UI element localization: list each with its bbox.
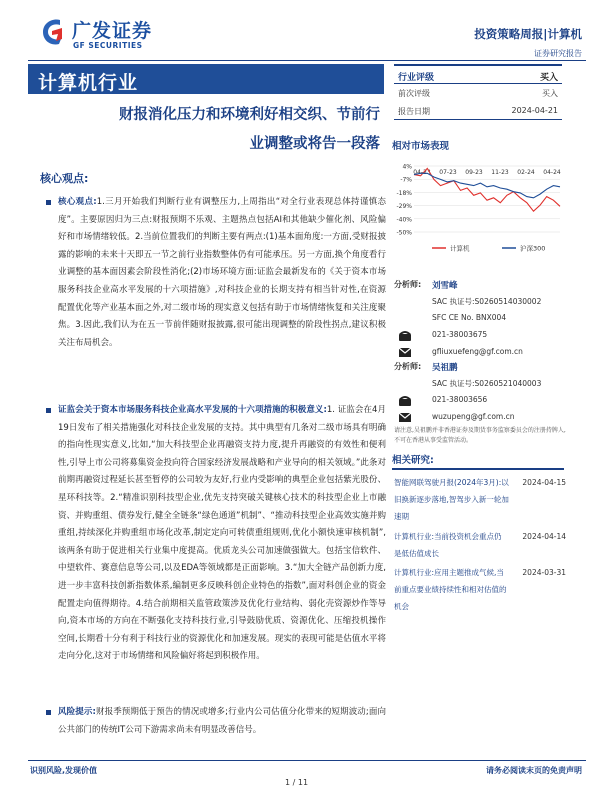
analyst-sac: SAC 执证号:S0260514030002 [432, 297, 542, 306]
brand-name-en: GF SECURITIES [73, 41, 143, 50]
chart-x-tick-label: 04-24 [543, 169, 561, 176]
phone-icon [398, 328, 412, 342]
bullet-body [58, 194, 386, 352]
rating-table [394, 64, 562, 120]
chart-x-tick-label: 11-23 [491, 169, 509, 176]
chart-y-tick-label: -40% [396, 216, 412, 224]
analyst-name: 刘雪峰 [432, 281, 458, 291]
analyst-name-row [394, 358, 566, 375]
related-research-text[interactable]: 计算机行业:当前投资机会重点仍是低估值成长 [394, 532, 502, 558]
rating-row [394, 102, 562, 120]
related-research-date: 2024-04-15 [522, 478, 566, 487]
gf-securities-logo [38, 14, 168, 54]
bullet-square-icon [46, 200, 51, 205]
related-research-text[interactable]: 计算机行业:应用主题推成气候,当前重点要业绩持续性和相对估值的机会 [394, 568, 507, 611]
bullet-body [58, 402, 386, 666]
bullet-lead: 证监会关于资本市场服务科技企业高水平发展的十六项措施的积极意义: [58, 405, 327, 415]
related-research-title: 相关研究: [392, 452, 564, 470]
footer-divider [28, 760, 586, 761]
chart-legend-label: 计算机 [450, 244, 470, 253]
industry-title: 计算机行业 [38, 72, 139, 94]
chart-y-tick-label: -50% [396, 229, 412, 237]
related-research-text[interactable]: 智能网联驾驶月报(2024年3月):以旧换新逐步落地,智驾步入新一轮加速期 [394, 478, 509, 521]
rating-key: 前次评级 [398, 89, 430, 98]
phone-icon [398, 393, 412, 407]
chart-y-tick-label: -18% [396, 189, 412, 197]
related-research-date: 2024-04-14 [522, 532, 566, 541]
email-icon [398, 345, 412, 359]
chart-x-tick-label: 04-23 [413, 169, 431, 176]
analyst-block-1 [394, 276, 566, 361]
core-bullet-3 [46, 704, 386, 739]
analyst-role-label: 分析师: [394, 362, 422, 371]
footer-disclaimer-note: 请务必阅读末页的免责声明 [486, 766, 582, 775]
rating-key: 行业评级 [398, 73, 435, 83]
bullet-text: 1.三月开始我们判断行业有调整压力,上周指出“对全行业表现总体持谨慎态度”。主要原因归为三点:财报预期不乐观、主题热点包括AI和其他缺少催化剂、风险偏好和市场情绪较低。2.当前位置我们的判断主要有两点:(1)基本面角度:一方面,受财报披露的影响的未来十天即五一节之前行业指数整体仍有可能承压。另一方面,换个角度看行业调整的基本面因素会阶段性消化;(2)市场环境方面:证监会最新发布的《关于资本市场服务科技企业高水平发展的十六项措施》,对科技企业的长期支持有相当针对性,在资源配置优化等产业基本面之外,对二级市场的现实意义包括有助于市场情绪恢复和关注度聚焦。3.因此,我们认为在五一节前伴随财报披露,很可能出现调整的阶段性拐点,建议积极关注布局机会。 [58, 197, 386, 348]
headline-line-1: 财报消化压力和环境利好相交织、节前行 [119, 106, 380, 123]
brand-name-cn: 广发证券 [72, 20, 153, 42]
chart-y-tick-label: 4% [402, 163, 412, 171]
analyst-sac-row [394, 293, 566, 310]
rating-key: 报告日期 [398, 107, 430, 116]
headline-line-2: 业调整或将告一段落 [249, 135, 380, 152]
chart-x-tick-label: 09-23 [465, 169, 483, 176]
chart-series-line [414, 173, 560, 198]
analyst-sac: SAC 执证号:S0260521040003 [432, 379, 542, 388]
chart-y-tick-label: -7% [400, 176, 412, 184]
analyst-name: 吴祖鹏 [432, 363, 458, 373]
rating-value: 买入 [539, 73, 558, 83]
bullet-text: 1. 证监会在4月19日发布了相关措施强化对科技企业发展的支持。其中典型有几条对二级市场具有明确的指向性现实意义,比如,“加大科技型企业再融资支持力度,提升再融资的有效性和便利性,引导上市公司将募集资金投向符合国家经济发展战略和产业导向的相关领域。”此条对前期再融资过程延长甚至暂停的公司较为友好,行业内受影响的典型企业包括紫光股份、星环科技等。2.“精准识别科技型企业,优先支持突破关键核心技术的科技型企业上市融资、并购重组、债券发行,健全全链条“绿色通道”机制”、“推动科技型企业高效实施并购重组,持续深化并购重组市场化改革,制定定向可转债重组规则,优化小额快速审核机制”,该两条有助于促进相关行业集中度提高。优质龙头公司加速做强做大。包括宝信软件、中望软件、赛意信息等公司,以及EDA等领域都是正面影响。3.“加大全链产品创新力度,进一步丰富科技创新指数体系,编制更多反映科创企业特色的指数”,面对科创企业的资金配置走向值得期待。4.结合前期相关监管政策涉及优化行业结构、弱化壳资源炒作等导向,资本市场的方向在不断强化支持科技行业,引导鼓励优质、资源优化、压缩投机操作空间,长期看十分有利于科技行业的资源优化和加速发展。现实的表现可能是估值水平将走向分化,这对于市场情绪和风险偏好将起到积极作用。 [58, 405, 386, 662]
analyst-sfc: SFC CE No. BNX004 [432, 313, 507, 322]
gf-logo-mark-icon [38, 16, 68, 48]
analyst-sac-row [394, 375, 566, 392]
core-views-title: 核心观点: [40, 172, 89, 185]
analyst-disclaimer: 请注意,吴祖鹏并非香港证券及期货事务监察委员会的注册持牌人,不可在香港从事受监管活动。 [394, 427, 566, 444]
bullet-text: 财报季预期低于预告的情况或增多;行业内公司估值分化带来的短期波动;面向公共部门的传统IT公司下游需求尚未有明显改善信号。 [58, 707, 387, 735]
analyst-email-row [394, 409, 566, 426]
rating-row [394, 64, 562, 84]
analyst-name-row [394, 276, 566, 293]
bullet-square-icon [46, 710, 51, 715]
analyst-sfc-row [394, 310, 566, 327]
rating-row [394, 84, 562, 102]
report-type-title: 投资策略周报|计算机 [474, 27, 582, 41]
bullet-square-icon [46, 408, 51, 413]
analyst-role-label: 分析师: [394, 280, 422, 289]
chart-y-tick-label: -29% [396, 203, 412, 211]
core-bullet-1 [46, 194, 386, 352]
analyst-phone-row [394, 327, 566, 344]
analyst-phone: 021-38003675 [432, 330, 488, 339]
chart-x-tick-label: 07-23 [439, 169, 457, 176]
analyst-block-2 [394, 358, 566, 392]
analyst-block-2-contact [394, 392, 566, 426]
relative-performance-chart [392, 160, 564, 260]
header-divider [28, 60, 586, 61]
page-number: 1 / 11 [285, 778, 309, 787]
relative-performance-title: 相对市场表现 [392, 141, 450, 152]
analyst-email[interactable]: wuzupeng@gf.com.cn [432, 412, 515, 421]
bullet-body [58, 704, 386, 739]
rating-value: 买入 [542, 89, 558, 98]
footer-slogan: 识别风险,发现价值 [30, 766, 98, 775]
report-headline [40, 100, 380, 158]
related-research-date: 2024-03-31 [522, 568, 566, 577]
report-subtitle: 证券研究报告 [534, 49, 582, 58]
chart-legend-label: 沪深300 [520, 244, 546, 253]
email-icon [398, 410, 412, 424]
rating-value: 2024-04-21 [511, 106, 558, 115]
analyst-email[interactable]: gfliuxuefeng@gf.com.cn [432, 347, 523, 356]
core-bullet-2 [46, 402, 386, 666]
bullet-lead: 核心观点: [58, 197, 97, 207]
chart-series-line [414, 168, 560, 211]
chart-x-tick-label: 02-24 [517, 169, 535, 176]
analyst-phone-row [394, 392, 566, 409]
bullet-lead: 风险提示: [58, 707, 96, 717]
analyst-phone: 021-38003656 [432, 395, 488, 404]
